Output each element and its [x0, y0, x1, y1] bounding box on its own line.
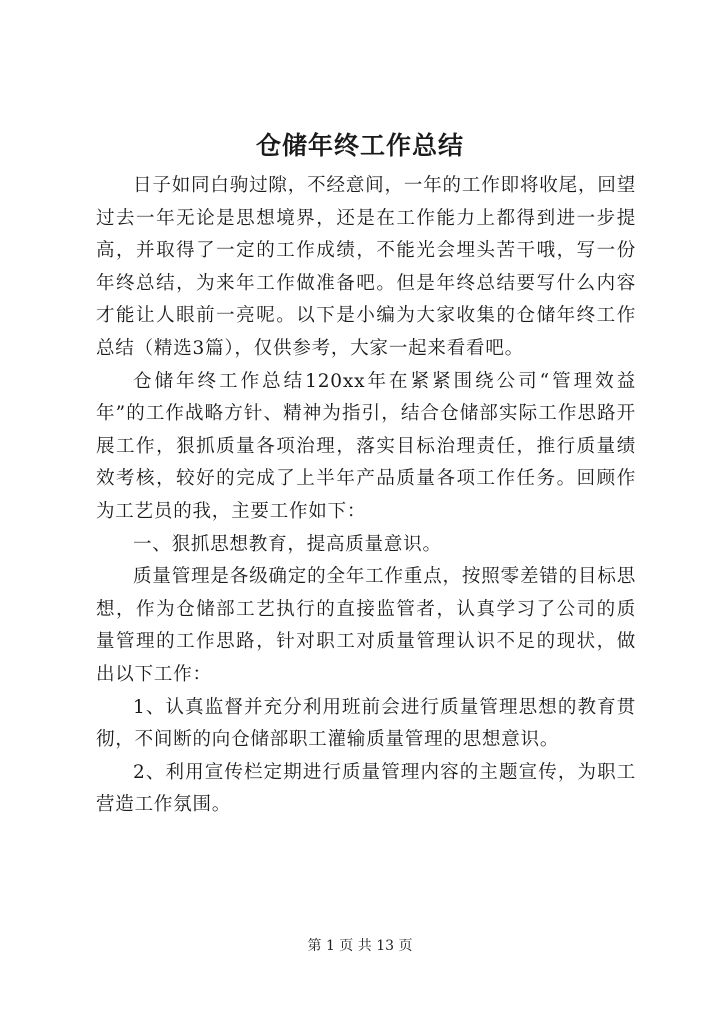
- paragraph-item-2: 2、利用宣传栏定期进行质量管理内容的主题宣传，为职工营造工作氛围。: [96, 761, 636, 816]
- paragraph-summary: 仓储年终工作总结120xx年在紧紧围绕公司“管理效益年”的工作战略方针、精神为指引，结合仓储部实际工作思路开展工作，狠抓质量各项治理，落实目标治理责任，推行质量绩效考核，较好的完成了上半年产品质量各项工作任务。回顾作为工艺员的我，主要工作如下：: [96, 370, 636, 522]
- page-number-footer: 第 1 页 共 13 页: [307, 938, 413, 954]
- paragraph-intro: 日子如同白驹过隙，不经意间，一年的工作即将收尾，回望过去一年无论是思想境界，还是在工作能力上都得到进一步提高，并取得了一定的工作成绩，不能光会埋头苦干哦，写一份年终总结，为来年工作做准备吧。但是年终总结要写什么内容才能让人眼前一亮呢。以下是小编为大家收集的仓储年终工作总结（精选3篇），仅供参考，大家一起来看看吧。: [96, 175, 636, 359]
- paragraph-section-heading: 一、狠抓思想教育，提高质量意识。: [133, 533, 442, 555]
- paragraph-item-1: 1、认真监督并充分利用班前会进行质量管理思想的教育贯彻，不间断的向仓储部职工灌输质量管理的思想意识。: [96, 696, 636, 751]
- paragraph-quality-management: 质量管理是各级确定的全年工作重点，按照零差错的目标思想，作为仓储部工艺执行的直接监管者，认真学习了公司的质量管理的工作思路，针对职工对质量管理认识不足的现状，做出以下工作：: [96, 566, 636, 685]
- document-title: 仓储年终工作总结: [255, 131, 464, 160]
- document-body: [96, 170, 636, 822]
